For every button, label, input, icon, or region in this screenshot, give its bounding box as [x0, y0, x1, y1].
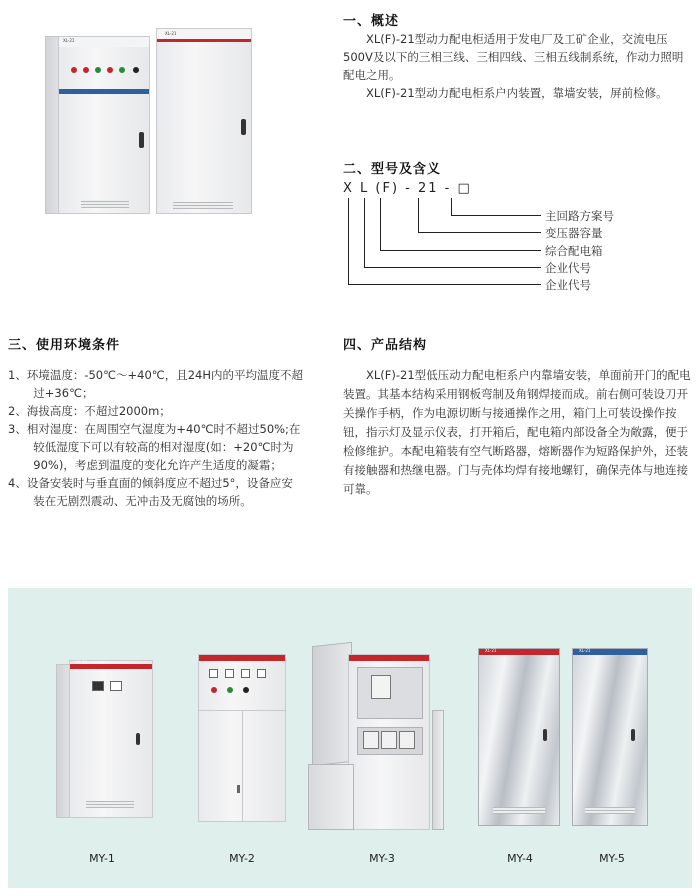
overview-paragraph: XL(F)-21型动力配电柜适用于发电厂及工矿企业，交流电压500V及以下的三相三线、三相四线、三相五线制系统，作动力照明配电之用。 [343, 32, 684, 82]
overview-paragraph-2: XL(F)-21型动力配电柜系户内装置，靠墙安装，屏前检修。 [366, 86, 668, 100]
product-my-1: XL-21 [56, 660, 154, 820]
door-handle-icon [543, 729, 547, 741]
list-item: 2、海拔高度：不超过2000m； [8, 404, 171, 418]
model-label: MY-4 [507, 852, 533, 865]
section-title-structure: 四、产品结构 [343, 338, 428, 353]
hero-cabinets-photo [40, 28, 255, 223]
meaning-item: 主回路方案号 [545, 209, 614, 223]
door-handle-icon [136, 733, 140, 745]
structure-paragraph: XL(F)-21型低压动力配电柜系户内靠墙安装，单面前开门的配电装置。其基本结构采用钢板弯制及角钢焊接而成。前右侧可装设刀开关操作手柄，作为电源切断与接通操作之用，箱门上可装设操作按钮，指示灯及显示仪表，打开箱后，配电箱内部设备全为敞露，便于检修维护。本配电箱装有空气断路器，熔断器作为短路保护外，还装有接触器和热继电器。门与壳体均焊有接地螺钉，确保壳体与地连接可靠。 [343, 368, 691, 496]
model-label: MY-2 [229, 852, 255, 865]
meaning-item: 变压器容量 [545, 226, 603, 240]
model-code: X L (F) - 21 - □ [343, 181, 472, 196]
meaning-item: 企业代号 [545, 278, 591, 292]
meaning-item: 企业代号 [545, 261, 591, 275]
environment-list [8, 366, 304, 510]
product-my-4: XL-21 [478, 648, 560, 826]
meaning-item: 综合配电箱 [545, 244, 603, 258]
door-handle-icon [241, 119, 246, 135]
section-title-overview: 一、概述 [343, 14, 400, 29]
cabinet-tag: XL-21 [165, 31, 177, 36]
model-label: MY-1 [89, 852, 115, 865]
door-handle-icon [631, 729, 635, 741]
model-label: MY-5 [599, 852, 625, 865]
list-item: 1、环境温度：-50℃～+40℃，且24H内的平均温度不超过+36℃； [8, 368, 303, 400]
cabinet-red [156, 28, 252, 214]
door-handle-icon [139, 132, 144, 148]
product-my-2 [198, 654, 288, 822]
section-title-model: 二、型号及含义 [343, 162, 442, 177]
list-item: 3、相对湿度：在周围空气湿度为+40℃时不超过50%;在较低湿度下可以有较高的相对湿度(如：+20℃时为90%)，考虑到温度的变化允许产生适度的凝霜； [8, 422, 301, 472]
model-label: MY-3 [369, 852, 395, 865]
section-title-environment: 三、使用环境条件 [8, 338, 121, 353]
product-my-3 [308, 644, 434, 834]
product-my-5: XL-21 [572, 648, 648, 826]
cabinet-blue [58, 36, 150, 214]
cabinet-tag: XL-21 [63, 38, 75, 43]
list-item: 4、设备安装时与垂直面的倾斜度应不超过5°，设备应安装在无剧烈震动、无冲击及无腐蚀的场所。 [8, 476, 293, 508]
product-gallery [8, 588, 692, 888]
